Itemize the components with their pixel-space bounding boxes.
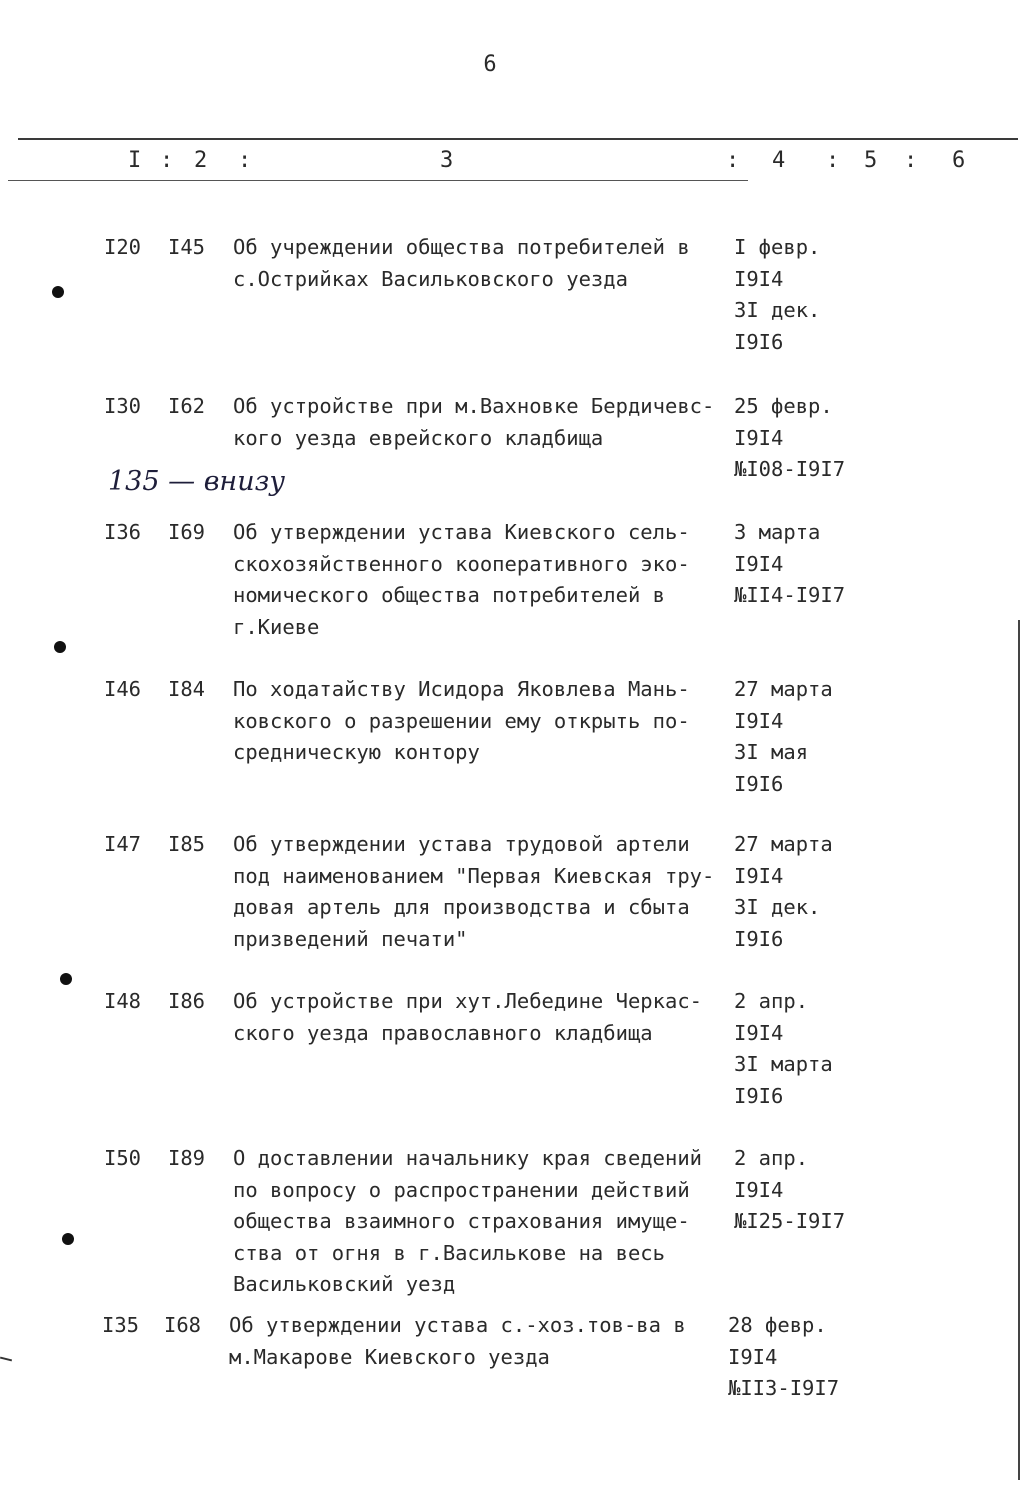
row-description <box>233 674 733 769</box>
row-description <box>229 1310 729 1373</box>
row-description <box>233 829 733 955</box>
date-line: I9I4 <box>734 425 784 450</box>
date-line: I9I6 <box>734 1083 784 1108</box>
date-line: 3I мая <box>734 740 809 764</box>
description-line: по вопросу о распространении действий <box>233 1177 690 1202</box>
page-number: 6 <box>483 52 497 77</box>
description-line: ковского о разрешении ему открыть по- <box>233 708 690 733</box>
row-description <box>233 232 733 295</box>
row-number: I48 <box>104 989 142 1013</box>
date-line: I9I4 <box>734 1020 784 1045</box>
date-line: 3 марта <box>734 520 821 544</box>
description-line: Об утверждении устава с.-хоз.тов-ва в <box>229 1313 686 1337</box>
date-line: I9I6 <box>734 926 784 951</box>
row-code: I85 <box>168 832 206 856</box>
punch-hole <box>52 286 64 298</box>
date-line: I9I4 <box>734 551 784 576</box>
handwritten-note: 135 — внизу <box>108 466 285 497</box>
description-line: средническую контору <box>233 740 480 764</box>
description-line: Об учреждении общества потребителей в <box>233 235 690 259</box>
header-col-4: 4 <box>772 148 786 173</box>
header-separator: : <box>826 148 840 173</box>
row-number: I20 <box>104 235 142 259</box>
date-line: 3I дек. <box>734 895 821 919</box>
description-line: Об утверждении устава Киевского сель- <box>233 520 690 544</box>
row-number: I50 <box>104 1146 142 1170</box>
description-line: Об устройстве при м.Вахновке Бердичевс- <box>233 394 715 418</box>
header-separator: : <box>904 148 918 173</box>
description-line: с.Острийках Васильковского уезда <box>233 266 628 291</box>
row-dates <box>734 1143 884 1238</box>
header-col-5: 5 <box>864 148 878 173</box>
header-bottom-rule <box>8 180 748 181</box>
row-number: I35 <box>102 1313 140 1337</box>
punch-hole <box>62 1233 74 1245</box>
punch-hole <box>60 973 72 985</box>
description-line: Об устройстве при хут.Лебедине Черкас- <box>233 989 702 1013</box>
row-code: I89 <box>168 1146 206 1170</box>
description-line: призведений печати" <box>233 926 468 951</box>
row-code: I68 <box>164 1313 202 1337</box>
date-line: №II3-I9I7 <box>728 1376 840 1400</box>
row-number: I36 <box>104 520 142 544</box>
row-dates <box>734 986 884 1112</box>
header-col-3: 3 <box>440 148 454 173</box>
row-code: I45 <box>168 235 206 259</box>
date-line: 27 марта <box>734 677 833 701</box>
row-dates <box>728 1310 878 1405</box>
header-col-1: I <box>128 148 142 173</box>
header-separator: : <box>238 148 252 173</box>
description-line: Об утверждении устава трудовой артели <box>233 832 690 856</box>
description-line: м.Макарове Киевского уезда <box>229 1344 550 1369</box>
row-description <box>233 517 733 643</box>
header-top-rule <box>18 138 1018 140</box>
row-number: I30 <box>104 394 142 418</box>
description-line: довая артель для производства и сбыта <box>233 895 690 919</box>
date-line: №I25-I9I7 <box>734 1209 846 1233</box>
date-line: 28 февр. <box>728 1313 827 1337</box>
description-line: О доставлении начальнику края сведений <box>233 1146 702 1170</box>
description-line: под наименованием "Первая Киевская тру- <box>233 863 715 888</box>
date-line: 27 марта <box>734 832 833 856</box>
row-dates <box>734 829 884 955</box>
date-line: I февр. <box>734 235 821 259</box>
date-line: I9I6 <box>734 771 784 796</box>
date-line: I9I4 <box>734 863 784 888</box>
row-description <box>233 986 733 1049</box>
date-line: 2 апр. <box>734 989 809 1013</box>
description-line: ства от огня в г.Василькове на весь <box>233 1240 665 1265</box>
date-line: I9I4 <box>734 708 784 733</box>
row-code: I62 <box>168 394 206 418</box>
row-description <box>233 391 733 454</box>
row-dates <box>734 232 884 358</box>
date-line: №I08-I9I7 <box>734 457 846 481</box>
date-line: 3I дек. <box>734 298 821 322</box>
page-edge-line <box>1018 620 1020 1480</box>
date-line: I9I4 <box>728 1344 778 1369</box>
punch-hole <box>54 641 66 653</box>
header-separator: : <box>160 148 174 173</box>
date-line: 3I марта <box>734 1052 833 1076</box>
description-line: кого уезда еврейского кладбища <box>233 425 604 450</box>
row-number: I47 <box>104 832 142 856</box>
row-code: I69 <box>168 520 206 544</box>
header-separator: : <box>726 148 740 173</box>
row-code: I84 <box>168 677 206 701</box>
row-dates <box>734 674 884 800</box>
margin-mark <box>0 1357 12 1362</box>
row-number: I46 <box>104 677 142 701</box>
description-line: ского уезда православного кладбища <box>233 1020 653 1045</box>
date-line: №II4-I9I7 <box>734 583 846 607</box>
row-dates <box>734 391 884 486</box>
row-description <box>233 1143 733 1301</box>
date-line: 25 февр. <box>734 394 833 418</box>
row-code: I86 <box>168 989 206 1013</box>
header-col-6: 6 <box>952 148 966 173</box>
description-line: номического общества потребителей в <box>233 583 665 607</box>
description-line: скохозяйственного кооперативного эко- <box>233 551 690 576</box>
header-col-2: 2 <box>194 148 208 173</box>
description-line: общества взаимного страхования имуще- <box>233 1209 690 1233</box>
row-dates <box>734 517 884 612</box>
date-line: I9I6 <box>734 329 784 354</box>
description-line: Васильковский уезд <box>233 1272 456 1296</box>
date-line: I9I4 <box>734 1177 784 1202</box>
description-line: По ходатайству Исидора Яковлева Мань- <box>233 677 690 701</box>
date-line: 2 апр. <box>734 1146 809 1170</box>
date-line: I9I4 <box>734 266 784 291</box>
description-line: г.Киеве <box>233 614 320 639</box>
